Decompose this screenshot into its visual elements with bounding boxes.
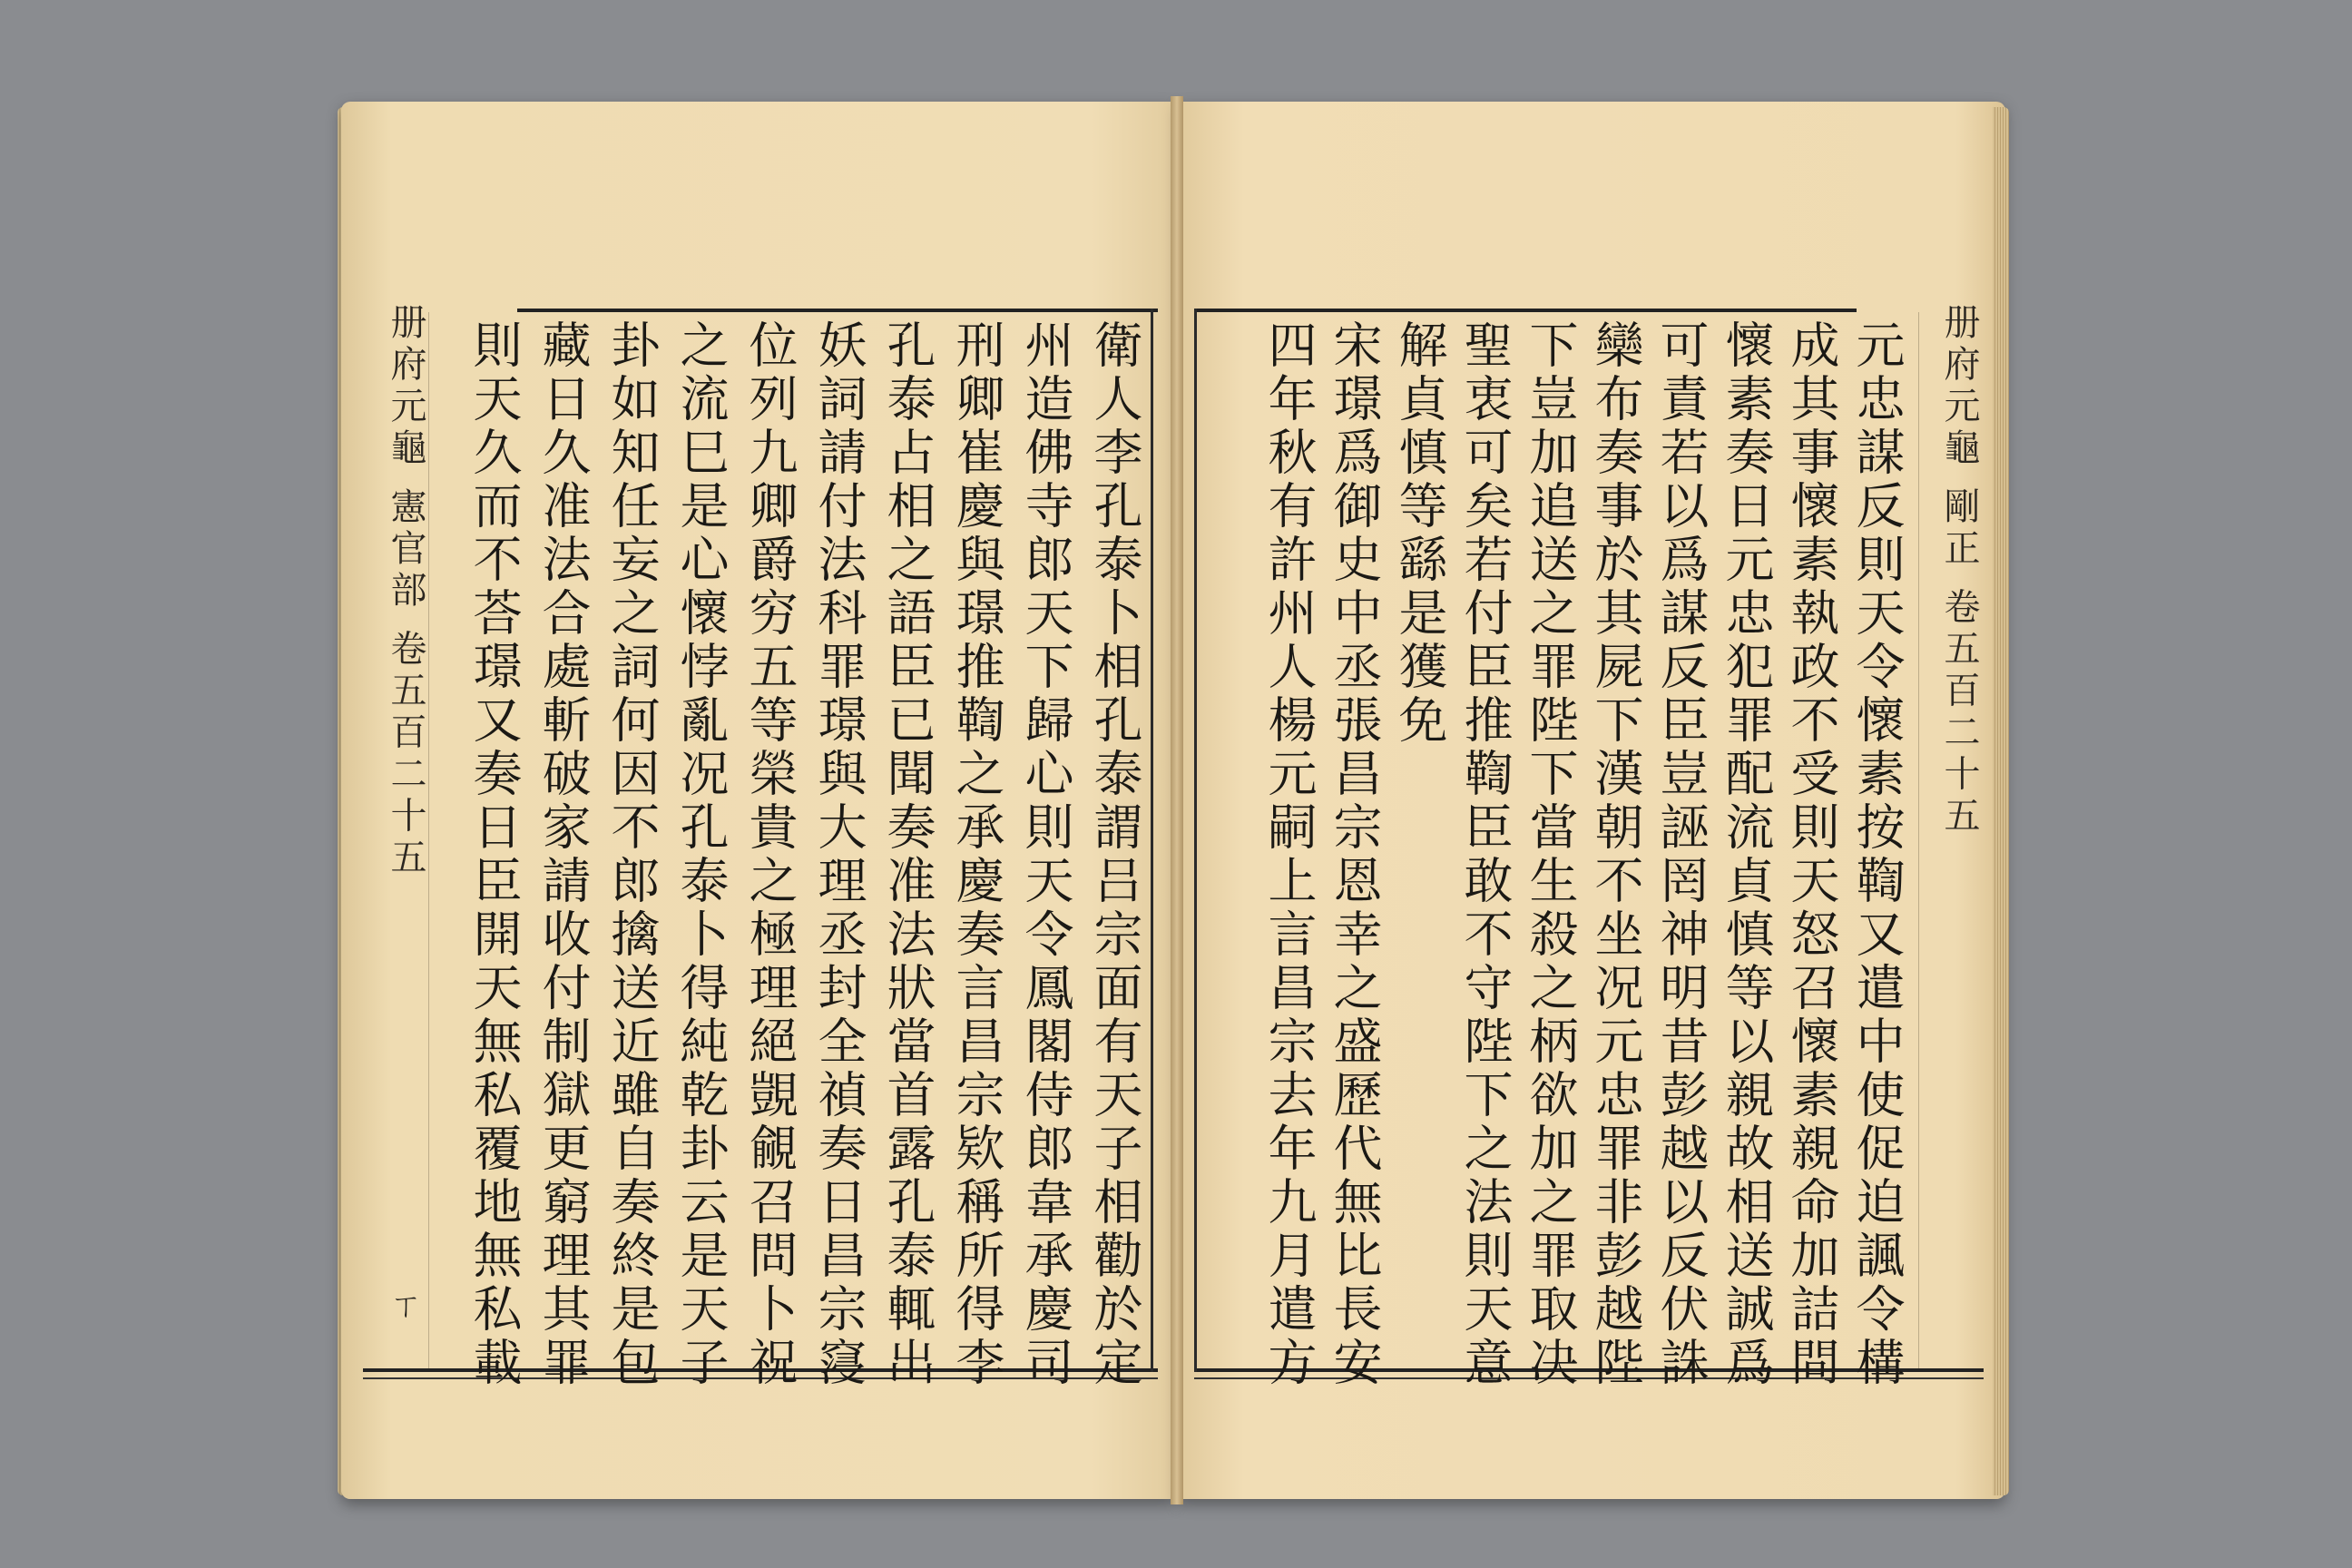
text-column-2: 州造佛寺郎天下歸心則天令鳳閣侍郎韋承慶司 — [1017, 319, 1074, 1390]
text-column-7: 之流巳是心懷悖亂况孔泰卜得純乾卦云是天子 — [672, 319, 730, 1390]
text-column-6: 位列九卿爵穷五等榮貴之極理絕覬覦召問卜祝 — [741, 319, 799, 1390]
text-column-5: 欒布奏事於其屍下漢朝不坐况元忠罪非彭越陛 — [1587, 319, 1644, 1390]
text-column-1: 衛人李孔泰卜相孔泰謂吕宗面有天子相勸於定 — [1086, 319, 1143, 1390]
text-column-7: 聖衷可矣若付臣推鞫臣敢不守陛下之法則天意 — [1456, 319, 1514, 1390]
text-column-8: 卦如知任妄之詞何因不郎擒送近雖自奏終是包 — [603, 319, 661, 1390]
left-border-rule — [1194, 309, 1197, 1372]
right-margin-title: 册府元龜 剛正 卷五百二十五 — [1938, 303, 1980, 838]
right-text-frame — [1194, 303, 1984, 1390]
text-column-10: 四年秋有許州人楊元嗣上言昌宗去年九月遣方 — [1260, 319, 1318, 1390]
text-column-10: 則天久而不荅璟又奏日臣開天無私覆地無私載 — [466, 319, 523, 1390]
text-column-5: 妖詞請付法科罪璟與大理丞封全禎奏日昌宗䆮 — [810, 319, 867, 1390]
column-divider — [1918, 312, 1919, 1368]
column-divider — [428, 312, 429, 1368]
text-column-6: 下豈加追送之罪陛下當生殺之柄欲加之罪取决 — [1522, 319, 1579, 1390]
text-column-9: 宋璟爲御史中丞張昌宗恩幸之盛歷代無比長安 — [1326, 319, 1383, 1390]
left-text-frame — [363, 303, 1158, 1390]
folio-mark: ㄒ — [385, 1289, 421, 1324]
text-column-8: 解貞慎等繇是獲免 — [1391, 319, 1448, 748]
top-rule — [517, 309, 1158, 312]
text-column-1: 元忠謀反則天令懷素按鞫又遣中使促迫諷令構 — [1848, 319, 1906, 1390]
text-column-4: 可責若以爲謀反臣豈誣罔神明昔彭越以反伏誅 — [1652, 319, 1710, 1390]
top-rule — [1194, 309, 1857, 312]
text-column-9: 藏日久准法合處斬破家請收付制獄更窮理其罪 — [534, 319, 592, 1390]
left-margin-title: 册府元龜 憲官部 卷五百二十五 — [385, 303, 426, 880]
text-column-3: 刑卿崔慶與璟推鞫之承慶奏言昌宗欵稱所得李 — [948, 319, 1005, 1390]
right-border-rule — [1151, 309, 1153, 1372]
right-page-edges — [1993, 107, 2009, 1495]
text-column-3: 懷素奏日元忠犯罪配流貞慎等以親故相送誠爲 — [1718, 319, 1775, 1390]
text-column-4: 孔泰占相之語臣已聞奏准法狀當首露孔泰輒出 — [879, 319, 936, 1390]
text-column-2: 成其事懷素執政不受則天怒召懷素親命加詰問 — [1783, 319, 1840, 1390]
book-spine — [1171, 96, 1183, 1504]
